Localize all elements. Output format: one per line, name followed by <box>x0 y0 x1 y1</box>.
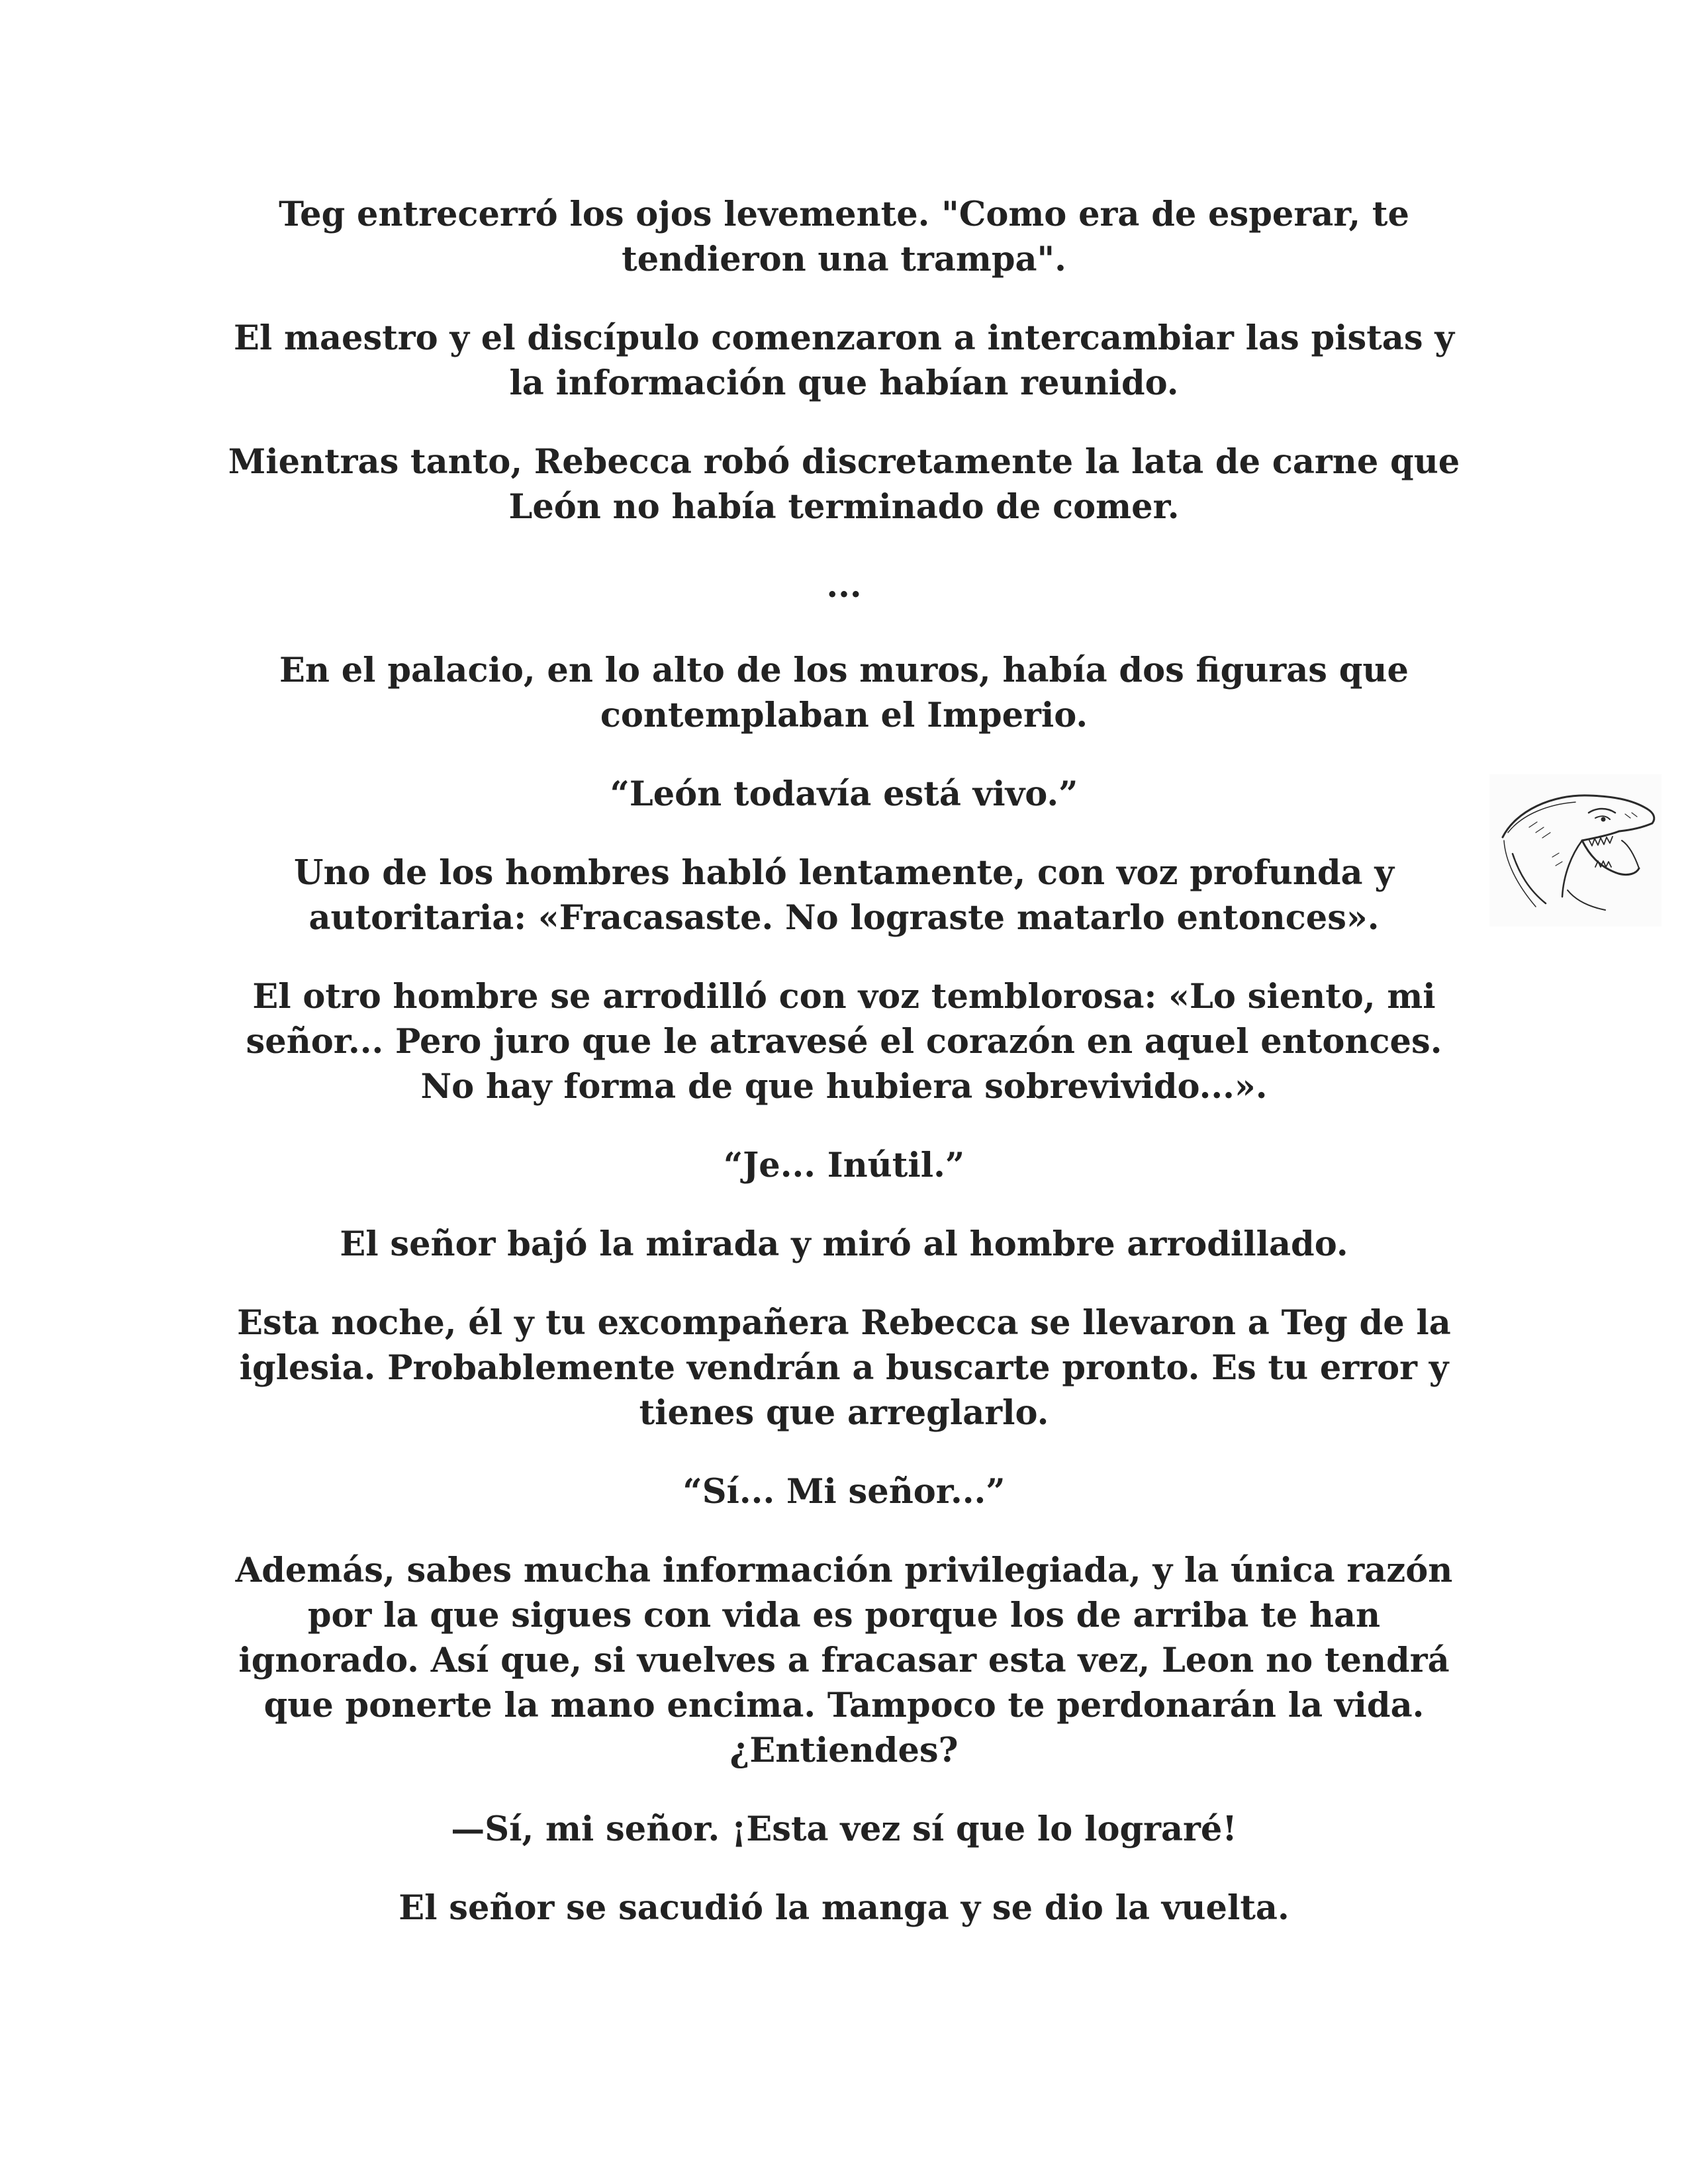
paragraph-9: El señor bajó la mirada y miró al hombre arrodillado. <box>340 1224 1348 1264</box>
paragraph-7: El otro hombre se arrodilló con voz temblorosa: «Lo siento, mi señor... Pero juro que le atravesé el corazón en aquel entonces. No hay forma de que hubiera sobrevivido...». <box>246 977 1442 1107</box>
paragraph-11: “Sí... Mi señor...” <box>682 1472 1006 1512</box>
dinosaur-sketch-icon <box>1489 774 1662 927</box>
paragraph-2: El maestro y el discípulo comenzaron a intercambiar las pistas y la información que habían reunido. <box>234 318 1454 403</box>
paragraph-3: Mientras tanto, Rebecca robó discretamente la lata de carne que León no había terminado de comer. <box>228 442 1460 527</box>
paragraph-6: Uno de los hombres habló lentamente, con voz profunda y autoritaria: «Fracasaste. No lograste matarlo entonces». <box>293 853 1394 938</box>
paragraph-12: Además, sabes mucha información privilegiada, y la única razón por la que sigues con vida es porque los de arriba te han ignorado. Así que, si vuelves a fracasar esta vez, Leon no tendrá que ponerte la mano encima. Tampoco te perdonarán la vida. ¿Entiendes? <box>235 1551 1453 1770</box>
paragraph-1: Teg entrecerró los ojos levemente. "Como era de esperar, te tendieron una trampa". <box>279 195 1409 279</box>
paragraph-8: “Je... Inútil.” <box>723 1146 965 1185</box>
paragraph-14: El señor se sacudió la manga y se dio la vuelta. <box>399 1888 1289 1928</box>
paragraph-5: “León todavía está vivo.” <box>610 774 1078 814</box>
body-text <box>225 192 1463 1964</box>
paragraph-13: —Sí, mi señor. ¡Esta vez sí que lo lograré! <box>451 1809 1237 1849</box>
scene-break: ... <box>826 566 862 606</box>
paragraph-10: Esta noche, él y tu excompañera Rebecca se llevaron a Teg de la iglesia. Probablemente vendrán a buscarte pronto. Es tu error y tienes que arreglarlo. <box>237 1303 1451 1433</box>
paragraph-4: En el palacio, en lo alto de los muros, había dos figuras que contemplaban el Imperio. <box>279 651 1409 735</box>
